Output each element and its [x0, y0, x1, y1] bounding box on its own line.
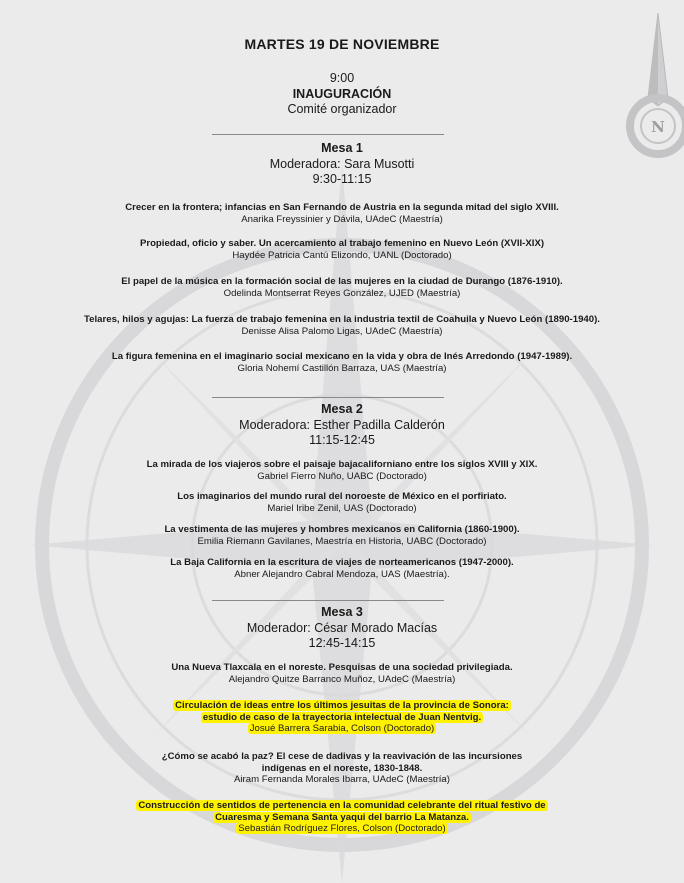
talk-item [0, 459, 684, 482]
talk-title-line: ¿Cómo se acabó la paz? El cese de dadivas y la reavivación de las incursiones [161, 751, 523, 762]
mesa-time: 11:15-12:45 [309, 433, 375, 447]
talk-item [0, 557, 684, 580]
talk-author: Haydée Patricia Cantú Elizondo, UANL (Doctorado) [232, 249, 452, 261]
talk-author: Anarika Freyssinier y Dávila, UAdeC (Maestría) [241, 213, 443, 225]
talk-title: La mirada de los viajeros sobre el paisaje bajacaliforniano entre los siglos XVIII y XIX. [146, 459, 538, 470]
talk-author: Denisse Alisa Palomo Ligas, UAdeC (Maestría) [241, 325, 443, 337]
talk-title: Crecer en la frontera; infancias en San Fernando de Austria en la segunda mitad del siglo XVIII. [125, 202, 559, 213]
talk-author: Sebastián Rodríguez Flores, Colson (Doctorado) [238, 823, 446, 835]
talk-title-line: estudio de caso de la trayectoria intelectual de Juan Nentvig. [202, 711, 482, 723]
talk-title: Los imaginarios del mundo rural del noroeste de México en el porfiriato. [177, 491, 507, 502]
talk-title: La vestimenta de las mujeres y hombres mexicanos en California (1860-1900). [164, 524, 520, 535]
talk-author: Odelinda Montserrat Reyes González, UJED (Maestría) [223, 287, 461, 299]
talk-item [0, 491, 684, 514]
talk-author: Gloria Nohemí Castillón Barraza, UAS (Maestría) [237, 362, 447, 374]
mesa-time: 12:45-14:15 [308, 636, 376, 650]
talk-author: Airam Fernanda Morales Ibarra, UAdeC (Maestría) [234, 774, 450, 786]
mesa-title: Mesa 2 [321, 402, 363, 416]
talk-item-highlighted [0, 700, 684, 735]
opening-time: 9:00 [329, 71, 355, 85]
talk-item [0, 276, 684, 299]
talk-title-line: Construcción de sentidos de pertenencia en la comunidad celebrante del ritual festivo de [138, 800, 546, 811]
mesa-1-header [0, 141, 684, 188]
mesa-2-header [0, 402, 684, 449]
talk-item [0, 238, 684, 261]
talk-item [0, 662, 684, 685]
svg-text:N: N [651, 118, 665, 136]
mesa-moderator: Moderadora: Sara Musotti [269, 156, 415, 171]
mesa-moderator: Moderador: César Morado Macías [246, 620, 438, 635]
mesa-3-header [0, 605, 684, 652]
day-title: MARTES 19 DE NOVIEMBRE [244, 36, 440, 52]
divider [212, 134, 444, 135]
divider [212, 397, 444, 398]
talk-author: Alejandro Quitze Barranco Muñoz, UAdeC (Maestría) [228, 673, 456, 685]
talk-title: La figura femenina en el imaginario social mexicano en la vida y obra de Inés Arredondo (1947-1989). [111, 351, 573, 362]
talk-author: Gabriel Fierro Nuño, UABC (Doctorado) [257, 470, 427, 482]
talk-author: Abner Alejandro Cabral Mendoza, UAS (Maestría). [234, 568, 450, 580]
talk-title-line: indígenas en el noreste, 1830-1848. [261, 762, 423, 774]
mesa-title: Mesa 1 [321, 141, 363, 155]
opening-title: INAUGURACIÓN [292, 86, 392, 101]
talk-item [0, 751, 684, 786]
talk-title: Telares, hilos y agujas: La fuerza de trabajo femenina en la industria textil de Coahuila y Nuevo León (1890-1940). [84, 314, 600, 325]
talk-item [0, 524, 684, 547]
divider [212, 600, 444, 601]
mesa-title: Mesa 3 [321, 605, 363, 619]
talk-item-highlighted [0, 800, 684, 835]
mesa-moderator: Moderadora: Esther Padilla Calderón [239, 417, 445, 432]
talk-author: Josué Barrera Sarabia, Colson (Doctorado) [249, 723, 435, 735]
talk-author: Emilia Riemann Gavilanes, Maestría en Historia, UABC (Doctorado) [197, 535, 487, 547]
talk-title: Propiedad, oficio y saber. Un acercamiento al trabajo femenino en Nuevo León (XVII-XIX) [139, 238, 545, 249]
talk-title-line: Circulación de ideas entre los últimos jesuitas de la provincia de Sonora: [175, 700, 509, 711]
talk-item [0, 314, 684, 337]
opening-subtitle: Comité organizador [287, 102, 397, 116]
talk-item [0, 202, 684, 225]
opening-block [0, 71, 684, 118]
talk-title: El papel de la música en la formación social de las mujeres en la ciudad de Durango (1876-1910). [121, 276, 563, 287]
talk-item [0, 351, 684, 374]
talk-author: Mariel Iribe Zenil, UAS (Doctorado) [267, 502, 417, 514]
talk-title-line: Cuaresma y Semana Santa yaqui del barrio La Matanza. [215, 811, 469, 823]
mesa-time: 9:30-11:15 [312, 172, 372, 186]
talk-title: La Baja California en la escritura de viajes de norteamericanos (1947-2000). [170, 557, 514, 568]
talk-title: Una Nueva Tlaxcala en el noreste. Pesquisas de una sociedad privilegiada. [171, 662, 513, 673]
